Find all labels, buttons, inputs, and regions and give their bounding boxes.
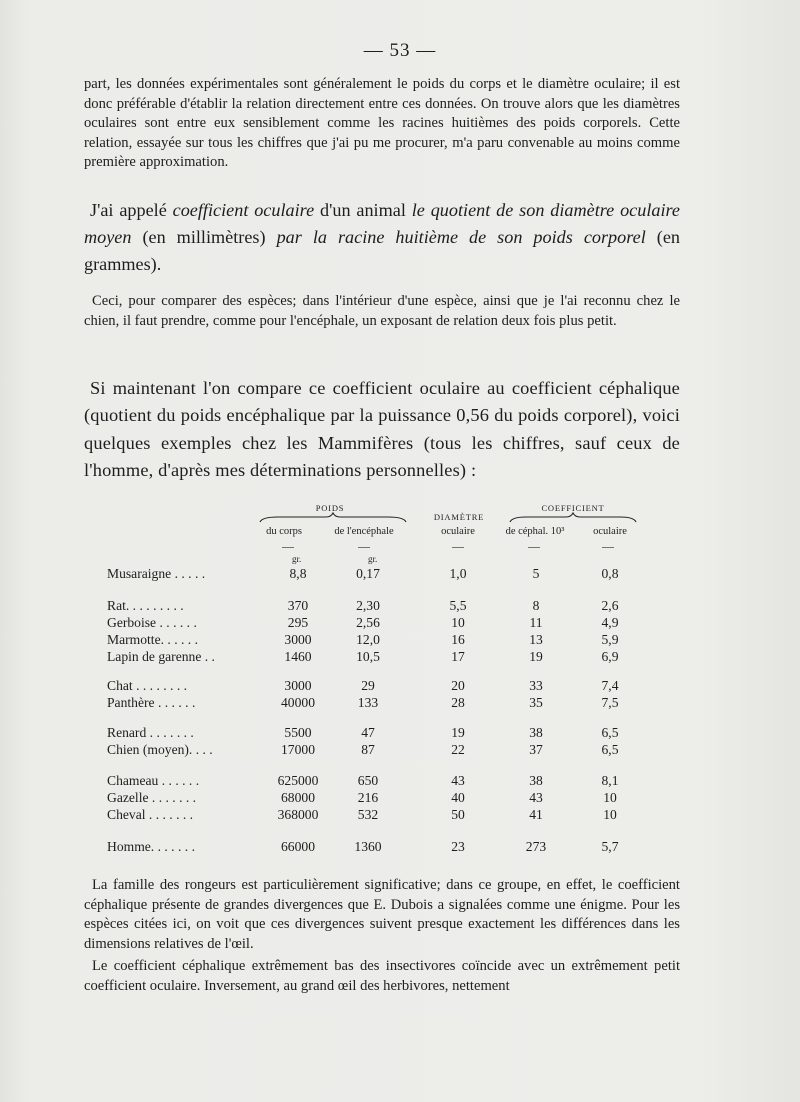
row-animal-name: Cheval . . . . . . . — [107, 807, 194, 822]
cell-poids-corps: 5500 — [284, 725, 312, 740]
cell-coef-oculaire: 5,7 — [601, 839, 619, 854]
row-animal-name: Rat. . . . . . . . . — [107, 598, 184, 613]
cell-poids-encephale: 216 — [357, 790, 379, 805]
cell-poids-encephale: 133 — [357, 695, 379, 710]
page-number: — 53 — — [363, 40, 437, 61]
cell-poids-corps: 3000 — [284, 678, 312, 693]
cell-coef-cephal: 41 — [529, 807, 543, 822]
cell-poids-corps: 3000 — [284, 632, 312, 647]
paragraph-6: Le coefficient céphalique extrêmement bas des insectivores coïncide avec un extrêmement petit coefficient oculaire. Inversement, au grand œil des herbivores, nettement — [84, 958, 680, 994]
definition-text-4: (en grammes). — [84, 227, 680, 274]
row-animal-name: Chameau . . . . . . — [107, 773, 200, 788]
row-animal-name: Musaraigne . . . . . — [107, 566, 206, 581]
dash: — — [282, 539, 294, 553]
col-header-cephal: de céphal. 10³ — [505, 526, 565, 537]
row-animal-name: Homme. . . . . . . — [107, 839, 195, 854]
cell-coef-cephal: 38 — [529, 773, 543, 788]
row-animal-name: Lapin de garenne . . — [107, 649, 215, 664]
paragraph-5: La famille des rongeurs est particulièrement significative; dans ce groupe, en effet, le coefficient céphalique présente de grandes divergences que E. Dubois a signalées comme une énigme. Pour les espèces citées ici, on voit que ces divergences suivent presque exactement les différences dans les dimensions relatives de l'œil. — [84, 877, 680, 952]
row-animal-name: Chat . . . . . . . . — [107, 678, 188, 693]
cell-poids-encephale: 650 — [357, 773, 379, 788]
cell-poids-corps: 68000 — [281, 790, 315, 805]
definition-text-2: d'un animal — [314, 200, 412, 220]
paragraph-1: part, les données expérimentales sont généralement le poids du corps et le diamètre oculaire; il est donc préférable d'établir la relation directement entre ces données. On trouve alors que les diamètres oculaires sont entre eux sensiblement comme les racines huitièmes des poids corporels. Cette relation, essayée sur tous les chiffres que j'ai pu me procurer, m'a paru convenable au moins comme première approximation. — [84, 76, 680, 170]
definition-text-1: J'ai appelé — [90, 200, 173, 220]
brace-coefficient — [508, 512, 638, 524]
cell-coef-cephal: 33 — [529, 678, 543, 693]
cell-poids-corps: 8,8 — [289, 566, 307, 581]
row-animal-name: Panthère . . . . . . — [107, 695, 196, 710]
cell-coef-cephal: 38 — [529, 725, 543, 740]
cell-diametre-oculaire: 43 — [451, 773, 465, 788]
cell-poids-encephale: 2,30 — [356, 598, 380, 613]
cell-poids-encephale: 10,5 — [356, 649, 380, 664]
cell-diametre-oculaire: 22 — [451, 742, 465, 757]
definition-italic-1: le quotient de son diamètre oculaire moyen — [84, 200, 680, 247]
cell-coef-oculaire: 7,4 — [601, 678, 619, 693]
cell-poids-encephale: 87 — [361, 742, 375, 757]
header-coefficient: COEFFICIENT — [541, 503, 605, 513]
cell-poids-corps: 1460 — [284, 649, 312, 664]
cell-diametre-oculaire: 17 — [451, 649, 465, 664]
col-header-corps: du corps — [266, 526, 302, 537]
cell-coef-oculaire: 4,9 — [601, 615, 619, 630]
dash: — — [528, 539, 540, 553]
cell-coef-oculaire: 2,6 — [601, 598, 619, 613]
cell-coef-oculaire: 6,5 — [601, 725, 619, 740]
cell-coef-oculaire: 10 — [603, 790, 617, 805]
definition-italic-2: par la racine huitième de son poids corporel — [276, 227, 646, 247]
cell-coef-cephal: 35 — [529, 695, 543, 710]
brace-poids — [258, 512, 408, 524]
dash: — — [452, 539, 464, 553]
cell-poids-encephale: 1360 — [354, 839, 382, 854]
cell-coef-oculaire: 0,8 — [601, 566, 619, 581]
cell-diametre-oculaire: 10 — [451, 615, 465, 630]
cell-poids-encephale: 2,56 — [356, 615, 380, 630]
cell-diametre-oculaire: 23 — [451, 839, 465, 854]
cell-diametre-oculaire: 50 — [451, 807, 465, 822]
paragraph-4: Si maintenant l'on compare ce coefficient oculaire au coefficient céphalique (quotient du poids encéphalique par la puissance 0,56 du poids corporel), voici quelques exemples chez les Mammifères (tous les chiffres, sauf ceux de l'homme, d'après mes déterminations personnelles) : — [84, 378, 680, 480]
cell-poids-corps: 40000 — [281, 695, 315, 710]
unit-gr-encephale: gr. — [368, 554, 378, 564]
definition-text-3: (en millimètres) — [131, 227, 277, 247]
col-header-encephale: de l'encéphale — [334, 526, 394, 537]
cell-poids-corps: 625000 — [277, 773, 319, 788]
cell-diametre-oculaire: 40 — [451, 790, 465, 805]
cell-poids-encephale: 47 — [361, 725, 375, 740]
row-animal-name: Gazelle . . . . . . . — [107, 790, 197, 805]
cell-coef-cephal: 37 — [529, 742, 543, 757]
cell-poids-encephale: 12,0 — [356, 632, 380, 647]
dash: — — [358, 539, 370, 553]
cell-diametre-oculaire: 19 — [451, 725, 465, 740]
cell-poids-corps: 66000 — [281, 839, 315, 854]
cell-poids-corps: 295 — [287, 615, 309, 630]
header-diametre: DIAMÈTRE — [433, 512, 485, 522]
cell-coef-oculaire: 6,5 — [601, 742, 619, 757]
paragraph-3: Ceci, pour comparer des espèces; dans l'intérieur d'une espèce, ainsi que je l'ai reconnu chez le chien, il faut prendre, comme pour l'encéphale, un exposant de relation deux fois plus petit. — [84, 293, 680, 329]
cell-poids-encephale: 0,17 — [356, 566, 380, 581]
row-animal-name: Renard . . . . . . . — [107, 725, 194, 740]
cell-diametre-oculaire: 5,5 — [449, 598, 467, 613]
cell-coef-cephal: 13 — [529, 632, 543, 647]
cell-diametre-oculaire: 28 — [451, 695, 465, 710]
cell-coef-oculaire: 7,5 — [601, 695, 619, 710]
cell-diametre-oculaire: 16 — [451, 632, 465, 647]
cell-poids-corps: 17000 — [281, 742, 315, 757]
cell-coef-cephal: 19 — [529, 649, 543, 664]
cell-poids-corps: 368000 — [277, 807, 319, 822]
cell-coef-cephal: 273 — [525, 839, 547, 854]
cell-coef-cephal: 43 — [529, 790, 543, 805]
row-animal-name: Chien (moyen). . . . — [107, 742, 213, 757]
cell-coef-oculaire: 5,9 — [601, 632, 619, 647]
cell-coef-cephal: 11 — [529, 615, 543, 630]
row-animal-name: Gerboise . . . . . . — [107, 615, 197, 630]
cell-poids-encephale: 532 — [357, 807, 379, 822]
cell-coef-oculaire: 6,9 — [601, 649, 619, 664]
col-header-diametre-oculaire: oculaire — [441, 526, 475, 537]
cell-coef-oculaire: 10 — [603, 807, 617, 822]
col-header-oculaire: oculaire — [593, 526, 627, 537]
cell-poids-corps: 370 — [287, 598, 309, 613]
cell-diametre-oculaire: 1,0 — [449, 566, 467, 581]
dash: — — [602, 539, 614, 553]
header-poids: POIDS — [315, 503, 345, 513]
cell-poids-encephale: 29 — [361, 678, 375, 693]
cell-coef-cephal: 8 — [532, 598, 540, 613]
unit-gr-corps: gr. — [292, 554, 302, 564]
cell-coef-oculaire: 8,1 — [601, 773, 619, 788]
definition-term: coefficient oculaire — [172, 200, 315, 220]
cell-coef-cephal: 5 — [532, 566, 540, 581]
cell-diametre-oculaire: 20 — [451, 678, 465, 693]
row-animal-name: Marmotte. . . . . . — [107, 632, 198, 647]
